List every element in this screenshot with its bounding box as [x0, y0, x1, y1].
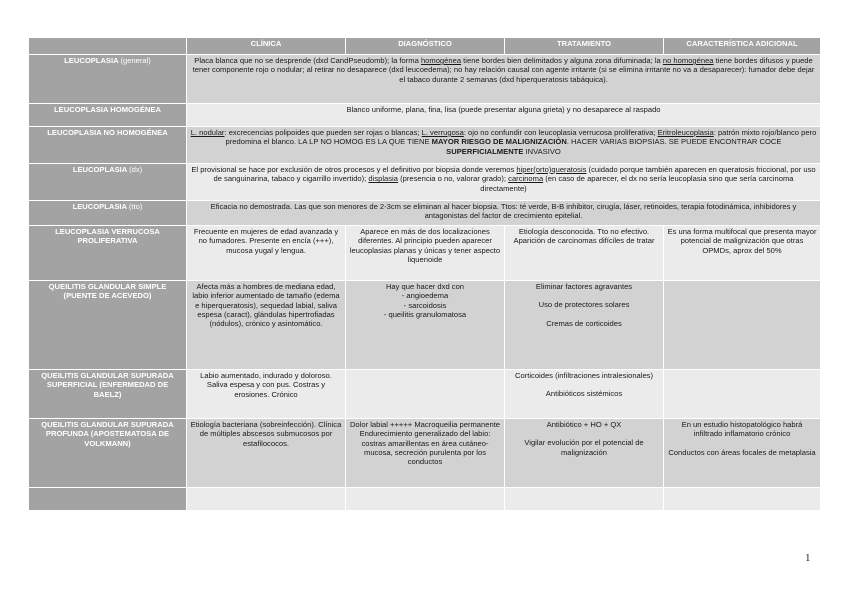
cell-clinica: Frecuente en mujeres de edad avanzada y no fumadores. Presente en encía (+++), mucosa yugal y lengua. — [187, 226, 346, 281]
row-leucoplasia-verrucosa — [29, 226, 821, 281]
row-leucoplasia-tto — [29, 201, 821, 226]
cell-diagnostico: Aparece en más de dos localizaciones diferentes. Al principio pueden aparecer leucoplasias planas y únicas y tener aspecto liquenoide — [346, 226, 505, 281]
row-header: LEUCOPLASIA HOMOGÉNEA — [29, 104, 187, 127]
merged-cell: Eficacia no demostrada. Las que son menores de 2-3cm se eliminan al hacer biopsia. Ttos: té verde, B-B inhibitor, cirugía, láser, retinoides, terapia fotodinámica, inhibidores y antagonistas del factor de crecimiento epitelial. — [187, 201, 821, 226]
cell-clinica: Etiología bacteriana (sobreinfección). Clínica de múltiples abscesos submucosos por estafilococos. — [187, 419, 346, 488]
cell-caracteristica: Es una forma multifocal que presenta mayor potencial de malignización que otras OPMDs, aprox del 50% — [664, 226, 821, 281]
cell-caracteristica — [664, 370, 821, 419]
row-queilitis-profunda — [29, 419, 821, 488]
row-leucoplasia-no-homogenea — [29, 127, 821, 164]
cell-empty — [346, 488, 505, 511]
row-queilitis-superficial — [29, 370, 821, 419]
merged-cell: L. nodular: excrecencias polipoides que pueden ser rojas o blancas; L. verrugosa: ojo no confundir con leucoplasia verrucosa proliferativa; Eritroleucoplasia: patrón mixto rojo/blanco pero predomina el blanco. LA LP NO HOMOG ES LA QUE TIENE MAYOR RIESGO DE MALIGNIZACIÓN. HACER VARIAS BIOPSIAS. SE PUEDE ENCONTRAR COCE SUPERFICIALMENTE INVASIVO — [187, 127, 821, 164]
cell-clinica: Afecta más a hombres de mediana edad, labio inferior aumentado de tamaño (edema e hiperqueratosis), sequedad labial, saliva espesa (caract), glándulas hipertrofiadas (nódulos), crónico y asintomático. — [187, 281, 346, 370]
row-header-empty — [29, 488, 187, 511]
header-corner — [29, 38, 187, 55]
header-clinica: CLÍNICA — [187, 38, 346, 55]
cell-empty — [664, 488, 821, 511]
row-header: QUEILITIS GLANDULAR SIMPLE (PUENTE DE ACEVEDO) — [29, 281, 187, 370]
cell-clinica: Labio aumentado, indurado y doloroso. Saliva espesa y con pus. Costras y erosiones. Crónico — [187, 370, 346, 419]
cell-tratamiento: Etiología desconocida. Tto no efectivo. Aparición de carcinomas difíciles de tratar — [505, 226, 664, 281]
merged-cell: El provisional se hace por exclusión de otros procesos y el definitivo por biopsia donde veremos hiper(orto)queratosis (cuidado porque también aparecen en queratosis friccional, por uso de sanguinarina, tabaco y cigarrillo invertido); displasia (presencia o no, valorar grado); carcinoma (en caso de aparecer, el dx no sería leucoplasia sino que sería carcinoma directamente) — [187, 164, 821, 201]
merged-cell: Placa blanca que no se desprende (dxd CandPseudomb); la forma homogénea tiene bordes bien delimitados y alguna zona difuminada; la no homogénea tiene bordes difusos y puede tener componente rojo o nodular; al retirar no desaparece (dxd leucoedema); no hay relación causal con agente irritante (si se elimina irritante no va a desaparecer): fumador debe dejar el tabaco durante 2 semanas (dxd hiperqueratosis tabáquica). — [187, 55, 821, 104]
cell-diagnostico: Dolor labial +++++ Macroqueilia permanente Endurecimiento generalizado del labio: costras amarillentas en área cutáneo-mucosa, secreción purulenta por los conductos — [346, 419, 505, 488]
cell-tratamiento: Eliminar factores agravantes Uso de protectores solares Cremas de corticoides — [505, 281, 664, 370]
row-leucoplasia-general — [29, 55, 821, 104]
cell-diagnostico — [346, 370, 505, 419]
header-row — [29, 38, 821, 55]
row-leucoplasia-homogenea — [29, 104, 821, 127]
cell-tratamiento: Antibiótico + HO + QX Vigilar evolución por el potencial de malignización — [505, 419, 664, 488]
page-number: 1 — [805, 552, 811, 564]
row-header: QUEILITIS GLANDULAR SUPURADA PROFUNDA (APOSTEMATOSA DE VOLKMANN) — [29, 419, 187, 488]
summary-table — [28, 37, 821, 511]
header-tratamiento: TRATAMIENTO — [505, 38, 664, 55]
row-header: QUEILITIS GLANDULAR SUPURADA SUPERFICIAL (ENFERMEDAD DE BAELZ) — [29, 370, 187, 419]
row-header: LEUCOPLASIA NO HOMOGÉNEA — [29, 127, 187, 164]
cell-empty — [187, 488, 346, 511]
row-header: LEUCOPLASIA (tto) — [29, 201, 187, 226]
header-caracteristica: CARACTERÍSTICA ADICIONAL — [664, 38, 821, 55]
cell-empty — [505, 488, 664, 511]
row-header: LEUCOPLASIA (dx) — [29, 164, 187, 201]
row-queilitis-simple — [29, 281, 821, 370]
row-leucoplasia-dx — [29, 164, 821, 201]
row-header: LEUCOPLASIA (general) — [29, 55, 187, 104]
cell-tratamiento: Corticoides (infiltraciones intralesionales) Antibióticos sistémicos — [505, 370, 664, 419]
header-diagnostico: DIAGNÓSTICO — [346, 38, 505, 55]
cell-caracteristica: En un estudio histopatológico habrá infiltrado inflamatorio crónico Conductos con áreas focales de metaplasia — [664, 419, 821, 488]
row-empty — [29, 488, 821, 511]
cell-diagnostico: Hay que hacer dxd con - angioedema - sarcoidosis - queilitis granulomatosa — [346, 281, 505, 370]
merged-cell: Blanco uniforme, plana, fina, lisa (puede presentar alguna grieta) y no desaparece al raspado — [187, 104, 821, 127]
row-header: LEUCOPLASIA VERRUCOSA PROLIFERATIVA — [29, 226, 187, 281]
cell-caracteristica — [664, 281, 821, 370]
